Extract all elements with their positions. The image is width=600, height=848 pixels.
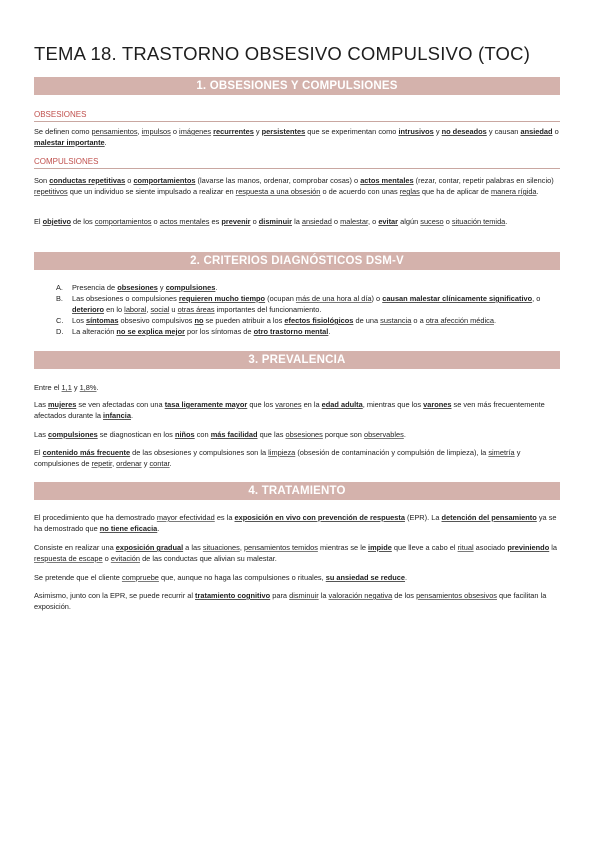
key-term: compruebe	[121, 573, 159, 582]
key-term: más facilidad	[210, 430, 258, 439]
section-heading-tratamiento: 4. TRATAMIENTO	[34, 482, 560, 500]
text-run: ,	[146, 305, 151, 314]
key-term: infancia	[103, 411, 131, 420]
key-term: respuesta a una obsesión	[235, 187, 321, 196]
text-run: o	[443, 217, 452, 226]
text-run: (ocupan	[265, 294, 296, 303]
text-run: ya se ha demostrado que	[34, 513, 557, 533]
criteria-item-d: D. La alteración no se explica mejor por los síntomas de otro trastorno mental.	[56, 327, 331, 336]
key-term: recurrentes	[213, 127, 254, 136]
key-term: obsesiones	[285, 430, 323, 439]
text-run: que ha de aplicar de	[419, 187, 491, 196]
text-run: El	[34, 448, 43, 457]
text-run: (rezar, contar, repetir palabras en silencio)	[413, 176, 554, 185]
text-run: (obsesión de contaminación y compulsión de limpieza), la	[295, 448, 489, 457]
text-run: .	[536, 187, 539, 196]
key-term: contar	[149, 459, 170, 468]
key-term: detención del pensamiento	[441, 513, 537, 522]
section-heading-criterios-dsm: 2. CRITERIOS DIAGNÓSTICOS DSM-V	[34, 252, 560, 270]
key-term: 1,8%	[79, 383, 97, 392]
key-term: ansiedad	[520, 127, 553, 136]
key-term: observables	[363, 430, 404, 439]
key-term: contenido más frecuente	[42, 448, 131, 457]
key-term: reglas	[399, 187, 420, 196]
key-term: varones	[275, 400, 302, 409]
text-run: porque son	[322, 430, 364, 439]
text-run: mientras se le	[317, 543, 369, 552]
text-run: se ven afectadas con una	[76, 400, 165, 409]
prevalencia-rate	[34, 382, 560, 393]
key-term: evitación	[110, 554, 141, 563]
text-run: la	[292, 217, 302, 226]
key-term: otras áreas	[177, 305, 215, 314]
text-run: se ven más frecuentemente afectados durante la	[34, 400, 545, 420]
text-run: o a	[411, 316, 426, 325]
text-run: Entre el	[34, 383, 62, 392]
key-term: su ansiedad se reduce	[325, 573, 406, 582]
key-term: malestar importante	[34, 138, 105, 147]
key-term: pensamientos temidos	[243, 543, 318, 552]
text-run: o	[102, 554, 111, 563]
text-run: Las obsesiones o compulsiones	[72, 294, 179, 303]
subheading-obsesiones: OBSESIONES	[34, 110, 87, 119]
text-run: ,	[137, 127, 142, 136]
key-term: prevenir	[221, 217, 251, 226]
text-run: Consiste en realizar una	[34, 543, 116, 552]
subheading-divider	[34, 168, 560, 169]
text-run: .	[104, 138, 107, 147]
key-term: exposición en vivo con prevención de respuesta	[234, 513, 405, 522]
text-run: en lo	[104, 305, 125, 314]
key-term: varones	[423, 400, 452, 409]
text-run: Las	[34, 430, 48, 439]
key-term: mayor efectividad	[156, 513, 215, 522]
text-run: de las obsesiones y compulsiones son la	[130, 448, 269, 457]
text-run: El procedimiento que ha demostrado	[34, 513, 157, 522]
text-run: que, aunque no haga las compulsiones o rituales,	[158, 573, 326, 582]
key-term: actos mentales	[360, 176, 414, 185]
text-run: .	[157, 524, 160, 533]
text-run: El	[34, 217, 43, 226]
text-run: que los	[247, 400, 276, 409]
key-term: disminuir	[258, 217, 293, 226]
key-term: tratamiento cognitivo	[195, 591, 271, 600]
text-run: .	[493, 316, 497, 325]
key-term: actos mentales	[159, 217, 210, 226]
text-run: .	[403, 430, 406, 439]
key-term: laboral	[124, 305, 147, 314]
key-term: social	[150, 305, 170, 314]
text-run: .	[328, 327, 331, 336]
key-term: persistentes	[261, 127, 306, 136]
text-run: a las	[183, 543, 203, 552]
key-term: ansiedad	[301, 217, 332, 226]
text-run: y	[433, 127, 442, 136]
criteria-item-a: A. Presencia de obsesiones y compulsiones.	[56, 283, 218, 292]
subheading-divider	[34, 121, 560, 122]
tratamiento-paragraph-4	[34, 590, 560, 612]
key-term: valoración negativa	[328, 591, 393, 600]
key-term: objetivo	[42, 217, 71, 226]
key-term: edad adulta	[321, 400, 363, 409]
key-term: ritual	[457, 543, 474, 552]
text-run: , o	[532, 294, 541, 303]
text-run: Asimismo, junto con la EPR, se puede recurrir al	[34, 591, 196, 600]
text-run: que las	[257, 430, 286, 439]
text-run: o	[552, 127, 559, 136]
text-run: .	[96, 383, 99, 392]
text-run: , mientras que los	[362, 400, 424, 409]
text-run: asociado	[473, 543, 508, 552]
key-term: síntomas	[85, 316, 119, 325]
key-term: repetir	[91, 459, 113, 468]
text-run: ,	[239, 543, 244, 552]
key-term: pensamientos	[91, 127, 138, 136]
key-term: impulsos	[141, 127, 171, 136]
text-run: y	[71, 383, 80, 392]
text-run: y	[141, 459, 150, 468]
section-heading-obsesiones-compulsiones: 1. OBSESIONES Y COMPULSIONES	[34, 77, 560, 95]
text-run: es la	[214, 513, 235, 522]
text-run: la	[549, 543, 558, 552]
text-run: .	[130, 411, 134, 420]
text-run: obsesivo compulsivos	[118, 316, 195, 325]
text-run: y causan	[486, 127, 521, 136]
text-run: ,	[112, 459, 117, 468]
key-term: respuesta de escape	[34, 554, 103, 563]
text-run: ) o	[371, 294, 383, 303]
key-term: intrusivos	[398, 127, 434, 136]
text-run: de las conductas que alivian su malestar.	[140, 554, 277, 563]
text-run: , o	[368, 217, 379, 226]
key-term: requieren mucho tiempo	[178, 294, 266, 303]
key-term: deterioro	[72, 305, 105, 314]
key-term: malestar	[340, 217, 369, 226]
prevalencia-sex-paragraph	[34, 399, 560, 421]
text-run: de los	[392, 591, 417, 600]
text-run: .	[215, 283, 218, 292]
key-term: efectos fisiológicos	[284, 316, 354, 325]
text-run: y	[157, 283, 166, 292]
key-term: comportamientos	[94, 217, 152, 226]
text-run: .	[505, 217, 508, 226]
key-term: simetría	[488, 448, 515, 457]
text-run: que facilitan la exposición.	[34, 591, 547, 611]
criteria-item-b: B. Las obsesiones o compulsiones requieren mucho tiempo (ocupan más de una hora al día) o causan malestar clínicamente significativo, o deterioro en lo laboral, social u otras áreas importantes del funcionamiento.	[56, 294, 541, 314]
key-term: impide	[368, 543, 392, 552]
criteria-list	[34, 282, 560, 337]
text-run: o	[331, 217, 341, 226]
key-term: no tiene eficacia	[99, 524, 158, 533]
text-run: Se pretende que el cliente	[34, 573, 122, 582]
text-run: por los síntomas de	[184, 327, 254, 336]
key-term: otra afección médica	[425, 316, 494, 325]
key-term: situaciones	[202, 543, 240, 552]
text-run: algún	[398, 217, 421, 226]
subheading-compulsiones: COMPULSIONES	[34, 157, 99, 166]
key-term: obsesiones	[117, 283, 158, 292]
text-run: o	[250, 217, 259, 226]
tratamiento-paragraph-1	[34, 512, 560, 534]
text-run: y compulsiones de	[34, 448, 521, 468]
text-run: que se experimentan como	[305, 127, 399, 136]
text-run: (EPR). La	[404, 513, 442, 522]
compulsiones-definition	[34, 175, 560, 197]
objetivo-paragraph	[34, 216, 560, 227]
key-term: limpieza	[268, 448, 296, 457]
key-term: otro trastorno mental	[253, 327, 329, 336]
key-term: manera rígida	[490, 187, 537, 196]
text-run: se pueden atribuir a los	[203, 316, 285, 325]
key-term: tasa ligeramente mayor	[164, 400, 248, 409]
text-run: .	[169, 459, 172, 468]
criteria-item-c: C. Los síntomas obsesivo compulsivos no se pueden atribuir a los efectos fisiológicos de una sustancia o a otra afección médica.	[56, 316, 497, 325]
text-run: la	[318, 591, 329, 600]
text-run: o	[170, 127, 180, 136]
text-run: para	[270, 591, 290, 600]
key-term: compulsiones	[165, 283, 216, 292]
text-run: de los	[70, 217, 95, 226]
text-run: que lleve a cabo el	[391, 543, 458, 552]
text-run: que un individuo se siente impulsado a realizar en	[67, 187, 236, 196]
text-run: .	[405, 573, 408, 582]
text-run: importantes del funcionamiento.	[214, 305, 322, 314]
key-term: niños	[174, 430, 195, 439]
prevalencia-content-paragraph	[34, 447, 560, 469]
text-run: o	[125, 176, 134, 185]
key-term: mujeres	[47, 400, 77, 409]
prevalencia-children-paragraph	[34, 429, 560, 440]
page-title: TEMA 18. TRASTORNO OBSESIVO COMPULSIVO (TOC)	[34, 43, 531, 64]
tratamiento-paragraph-3	[34, 572, 560, 583]
text-run: Las	[34, 400, 48, 409]
text-run: Se definen como	[34, 127, 92, 136]
text-run: o de acuerdo con unas	[320, 187, 400, 196]
obsesiones-definition	[34, 126, 560, 148]
text-run: (lavarse las manos, ordenar, comprobar cosas) o	[195, 176, 361, 185]
key-term: conductas repetitivas	[49, 176, 126, 185]
key-term: suceso	[420, 217, 444, 226]
key-term: 1,1	[61, 383, 72, 392]
text-run: Los	[72, 316, 86, 325]
key-term: disminuir	[289, 591, 319, 600]
tratamiento-paragraph-2	[34, 542, 560, 564]
text-run: y	[253, 127, 262, 136]
key-term: exposición gradual	[115, 543, 184, 552]
text-run: u	[169, 305, 178, 314]
text-run: La alteración	[72, 327, 117, 336]
key-term: repetitivos	[34, 187, 68, 196]
key-term: causan malestar clínicamente significativo	[382, 294, 533, 303]
key-term: situación temida	[451, 217, 506, 226]
text-run: en la	[301, 400, 322, 409]
text-run: de una	[353, 316, 381, 325]
key-term: comportamientos	[133, 176, 196, 185]
key-term: no se explica mejor	[116, 327, 185, 336]
key-term: ordenar	[116, 459, 142, 468]
text-run: Presencia de	[72, 283, 118, 292]
key-term: sustancia	[380, 316, 412, 325]
key-term: previniendo	[507, 543, 550, 552]
text-run: es	[209, 217, 222, 226]
key-term: no deseados	[441, 127, 487, 136]
text-run: se diagnostican en los	[97, 430, 175, 439]
key-term: pensamientos obsesivos	[416, 591, 497, 600]
key-term: compulsiones	[47, 430, 98, 439]
key-term: imágenes	[179, 127, 212, 136]
section-heading-prevalencia: 3. PREVALENCIA	[34, 351, 560, 369]
key-term: evitar	[378, 217, 399, 226]
text-run: Son	[34, 176, 50, 185]
text-run: o	[151, 217, 160, 226]
key-term: no	[194, 316, 204, 325]
text-run: con	[194, 430, 211, 439]
key-term: más de una hora al día	[295, 294, 372, 303]
